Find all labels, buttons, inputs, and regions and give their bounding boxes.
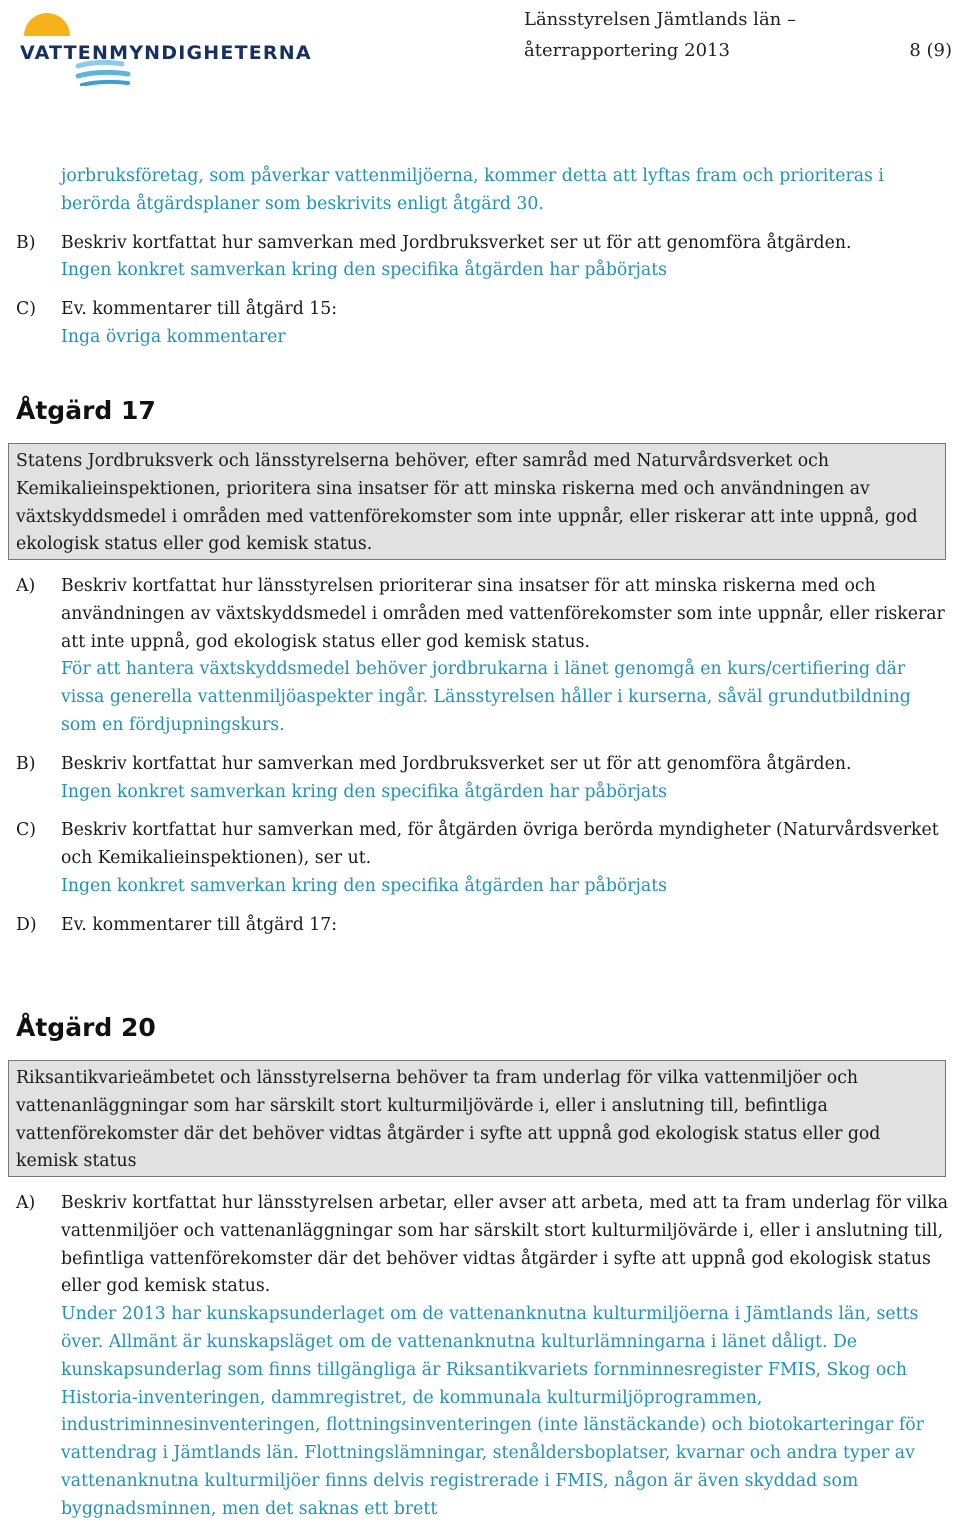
question-label: D) [16,914,37,935]
question-text: Beskriv kortfattat hur länsstyrelsen arbetar, eller avser att arbeta, med att ta fram underlag för vilka vattenmiljöer och vattenanläggningar som har särskilt stort kulturmiljövärde i, eller i anslutning till, befintliga vattenförekomster där det behöver vidtas åtgärder i syfte att uppnå god ekologisk status eller god kemisk status. [61,1193,949,1297]
previous-measure-section [16,163,950,352]
measure-description-box [8,1060,946,1177]
header-authority: Länsstyrelsen Jämtlands län – [524,9,796,30]
question-text: Ev. kommentarer till åtgärd 15: [61,299,338,320]
answer-text: Under 2013 har kunskapsunderlaget om de vattenanknutna kulturmiljöerna i Jämtlands län, setts över. Allmänt är kunskapsläget om de vattenanknutna kulturlämningarna i länet dåligt. De kunskapsunderlag som finns tillgängliga är Riksantikvariets fornminnesregister FMIS, Skog och Historia-inventeringen, dammregistret, de kommunala kulturmiljöprogrammen, industriminnesinventeringen, flottningsinventeringen (inte länstäckande) och biotokarteringar för vattendrag i Jämtlands län. Flottningslämningar, stenåldersboplatser, kvarnar och andra typer av vattenanknutna kulturmiljöer finns delvis registrerade i FMIS, någon är även skyddad som byggnadsminnen, men det saknas ett brett [61,1304,924,1519]
header-report-title: återrapportering 2013 [524,40,730,61]
question-c [16,817,950,900]
question-text: Beskriv kortfattat hur samverkan med, för åtgärden övriga berörda myndigheter (Naturvårdsverket och Kemikalieinspektionen), ser ut. [61,820,939,869]
answer-text: Inga övriga kommentarer [61,326,286,347]
question-c [16,296,950,352]
question-text: Beskriv kortfattat hur samverkan med Jordbruksverket ser ut för att genomföra åtgärden. [61,232,852,253]
vattenmyndigheterna-logo [18,6,338,86]
question-text: Beskriv kortfattat hur samverkan med Jordbruksverket ser ut för att genomföra åtgärden. [61,753,852,774]
question-label: B) [16,753,36,774]
answer-text: För att hantera växtskyddsmedel behöver jordbrukarna i länet genomgå en kurs/certifiering där vissa generella vattenmiljöaspekter ingår. Länsstyrelsen håller i kurserna, såväl grundutbildning som en fördjupningskurs. [61,659,911,735]
question-label: B) [16,232,36,253]
atgard-17-questions [16,573,950,940]
section-heading-atgard-17: Åtgärd 17 [16,396,156,425]
question-label: C) [16,299,36,320]
question-a [16,1190,950,1524]
question-text: Beskriv kortfattat hur länsstyrelsen prioriterar sina insatser för att minska riskerna med och användningen av växtskyddsmedel i områden med vattenförekomster som inte uppnår, eller riskerar att inte uppnå, god ekologisk status eller god kemisk status. [61,576,945,652]
measure-description: Riksantikvarieämbetet och länsstyrelserna behöver ta fram underlag för vilka vattenmiljöer och vattenanläggningar som har särskilt stort kulturmiljövärde i, eller i anslutning till, befintliga vattenförekomster där det behöver vidtas åtgärder i syfte att uppnå god ekologisk status eller god kemisk status [16,1068,881,1172]
continued-answer: jorbruksföretag, som påverkar vattenmiljöerna, kommer detta att lyftas fram och prioriteras i berörda åtgärdsplaner som beskrivits enligt åtgärd 30. [61,166,884,214]
answer-text: Ingen konkret samverkan kring den specifika åtgärden har påbörjats [61,260,668,281]
question-b [16,751,950,807]
section-heading-atgard-20: Åtgärd 20 [16,1013,156,1042]
page-number: 8 (9) [909,40,952,61]
running-header [524,4,952,66]
question-label: A) [16,576,36,596]
question-d [16,912,950,940]
measure-description: Statens Jordbruksverk och länsstyrelserna behöver, efter samråd med Naturvårdsverket och Kemikalieinspektionen, prioritera sina insatser för att minska riskerna med och användningen av växtskyddsmedel i områden med vattenförekomster som inte uppnår, eller riskerar att inte uppnå, god ekologisk status eller god kemisk status. [16,451,918,555]
answer-text: Ingen konkret samverkan kring den specifika åtgärden har påbörjats [61,875,668,896]
question-text: Ev. kommentarer till åtgärd 17: [61,914,338,935]
question-label: A) [16,1193,36,1213]
question-b [16,230,950,286]
logo-wordmark: VATTENMYNDIGHETERNA [20,42,312,64]
question-a [16,573,950,740]
measure-description-box [8,443,946,560]
atgard-20-questions [16,1190,950,1524]
answer-text: Ingen konkret samverkan kring den specifika åtgärden har påbörjats [61,781,668,802]
question-label: C) [16,820,36,841]
